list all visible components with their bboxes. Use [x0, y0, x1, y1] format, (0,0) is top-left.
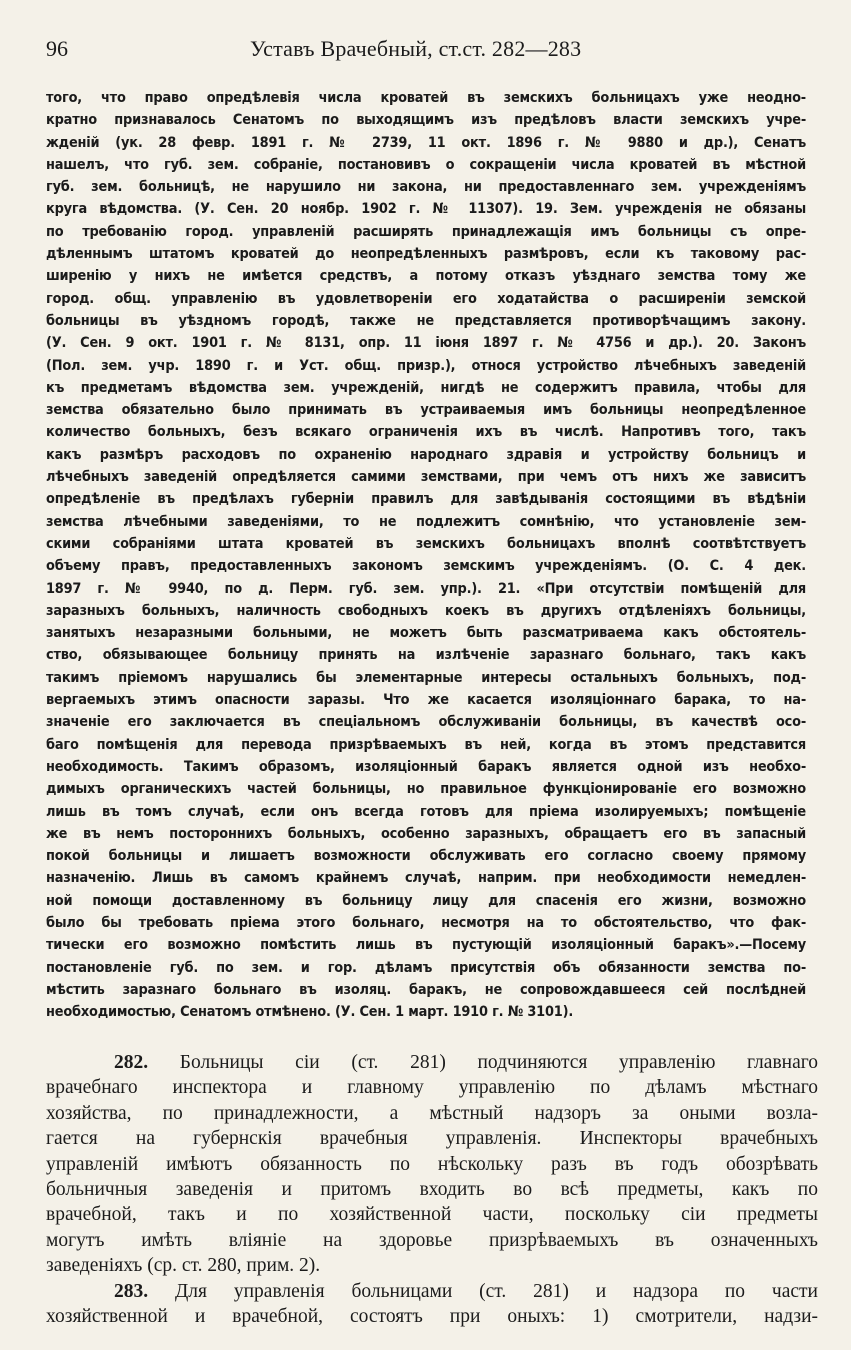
commentary-line: занятыхъ незаразными больными, не можетъ быть разсматриваема какъ обстоятель-	[46, 625, 806, 642]
commentary-line: больницы въ уѣздномъ городѣ, также не представляется противорѣчащимъ закону.	[46, 312, 806, 329]
page-header	[46, 36, 806, 66]
article-283-number: 283.	[114, 1280, 149, 1302]
article-282-line: врачебной, такъ и по хозяйственной части, поскольку сіи предметы	[46, 1204, 818, 1226]
commentary-block	[46, 87, 806, 1023]
commentary-line: земства лѣчебными заведеніями, то не подлежитъ сомнѣнію, что установленіе зем-	[46, 513, 806, 530]
commentary-line: димыхъ органическихъ частей больницы, но правильное функціонированіе его возможно	[46, 781, 806, 798]
article-282-line: хозяйства, по принадлежности, а мѣстный надзоръ за оными возла-	[46, 1102, 818, 1124]
commentary-line: необходимостью, Сенатомъ отмѣнено. (У. Сен. 1 март. 1910 г. № 3101).	[46, 1004, 574, 1021]
commentary-line: вергаемыхъ этимъ опасности заразы. Что же касается изоляціоннаго барака, то на-	[46, 692, 806, 709]
commentary-line: мѣстить заразнаго больнаго въ изоляц. баракъ, не сопровождавшееся сей послѣдней	[46, 981, 806, 998]
commentary-line: покой больницы и лишаетъ возможности обслуживать его согласно своему прямому	[46, 848, 806, 865]
article-283-line: хозяйственной и врачебной, состоятъ при оныхъ: 1) смотрители, надзи-	[46, 1305, 818, 1327]
commentary-line: круга вѣдомства. (У. Сен. 20 ноябр. 1902 г. № 11307). 19. Зем. учрежденія не обязаны	[46, 201, 806, 218]
commentary-line: постановленіе губ. по зем. и гор. дѣламъ присутствія объ обязанности земства по-	[46, 959, 806, 976]
article-282-line: больничныя заведенія и притомъ входить во всѣ предметы, какъ по	[46, 1178, 818, 1200]
commentary-line: же въ немъ постороннихъ больныхъ, особенно заразныхъ, обращаетъ его въ запасный	[46, 825, 806, 842]
article-282-line: врачебнаго инспектора и главному управленію по дѣламъ мѣстнаго	[46, 1077, 818, 1099]
commentary-line: лишь въ томъ случаѣ, если онъ всегда готовъ для пріема изолируемыхъ; помѣщеніе	[46, 803, 806, 820]
commentary-line: город. общ. управленію въ удовлетвореніи его ходатайства о расширеніи земской	[46, 290, 806, 307]
commentary-line: опредѣленіе въ предѣлахъ губерніи правилъ для завѣдыванія состоящими въ вѣдѣніи	[46, 491, 806, 508]
commentary-line: (У. Сен. 9 окт. 1901 г. № 8131, опр. 11 іюня 1897 г. № 4756 и др.). 20. Законъ	[46, 335, 806, 352]
commentary-line: заразныхъ больныхъ, наличность свободныхъ коекъ въ другихъ отдѣленіяхъ больницы,	[46, 602, 806, 619]
commentary-line: какъ размѣръ расходовъ по охраненію народнаго здравія и устройству больницъ и	[46, 446, 806, 463]
article-283-first-line	[46, 1279, 818, 1304]
commentary-line: къ предметамъ вѣдомства зем. учрежденій, нигдѣ не содержитъ правила, чтобы для	[46, 379, 806, 396]
commentary-line: значеніе его заключается въ спеціальномъ обслуживаніи больницы, въ качествѣ осо-	[46, 714, 806, 731]
running-title: Уставъ Врачебный, ст.ст. 282—283	[250, 36, 582, 61]
commentary-line: ширенію у нихъ не имѣется средствъ, а потому отказъ уѣзднаго земства тому же	[46, 268, 806, 285]
article-282-body	[46, 1075, 818, 1278]
commentary-line: нашелъ, что губ. зем. собраніе, постановивъ о сокращеніи числа кроватей въ мѣстной	[46, 156, 806, 173]
commentary-line: необходимость. Такимъ образомъ, изоляціонный баракъ является одной изъ необхо-	[46, 758, 806, 775]
commentary-line: жденій (ук. 28 февр. 1891 г. № 2739, 11 окт. 1896 г. № 9880 и др.), Сенатъ	[46, 134, 806, 151]
article-283-body	[46, 1304, 818, 1329]
commentary-line: того, что право опредѣлевія числа кроватей въ земскихъ больницахъ уже неодно-	[46, 90, 806, 106]
commentary-line: тически его возможно помѣстить лишь въ пустующій изоляціонный баракъ».—Посему	[46, 937, 806, 954]
article-282-first-line	[46, 1050, 818, 1075]
article-282-line: заведеніяхъ (ср. ст. 280, прим. 2).	[46, 1255, 321, 1277]
page-number: 96	[46, 36, 68, 61]
commentary-line: было бы требовать пріема этого больнаго, несмотря на то обстоятельство, что фак-	[46, 914, 806, 931]
commentary-line: ной помощи доставленному въ больницу лицу для спасенія его жизни, возможно	[46, 892, 806, 909]
article-282-line: управленій имѣютъ обязанность по нѣскольку разъ въ годъ обозрѣвать	[46, 1153, 818, 1175]
commentary-line: губ. зем. больницѣ, не нарушило ни закона, ни предоставленнаго зем. учрежденіямъ	[46, 179, 806, 196]
commentary-line: по требованію город. управленій расширять принадлежащія имъ больницы съ опре-	[46, 223, 806, 240]
commentary-line: дѣленнымъ штатомъ кроватей до неопредѣленныхъ размѣровъ, если къ таковому рас-	[46, 246, 806, 263]
commentary-line: земства обязательно было принимать въ устраиваемыя имъ больницы неопредѣленное	[46, 402, 806, 419]
article-282-line: гается на губернскія врачебныя управленія. Инспекторы врачебныхъ	[46, 1128, 818, 1150]
commentary-line: назначенію. Лишь въ самомъ крайнемъ случаѣ, наприм. при необходимости немедлен-	[46, 870, 806, 887]
article-283-text: Для управленія больницами (ст. 281) и надзора по части	[175, 1280, 818, 1302]
commentary-line: (Пол. зем. учр. 1890 г. и Уст. общ. призр.), относя устройство лѣчебныхъ заведеній	[46, 357, 806, 374]
articles-block	[46, 1050, 818, 1329]
commentary-line: объему правъ, предоставленныхъ закономъ земскимъ учрежденіямъ. (О. С. 4 дек.	[46, 558, 806, 575]
commentary-line: количество больныхъ, безъ всякаго ограниченія ихъ въ числѣ. Напротивъ того, такъ	[46, 424, 806, 441]
commentary-line: скими собраніями штата кроватей въ земскихъ больницахъ вполнѣ соотвѣтствуетъ	[46, 535, 806, 552]
commentary-line: кратно признавалось Сенатомъ по выходящимъ изъ предѣловъ власти земскихъ учре-	[46, 112, 806, 129]
commentary-line: лѣчебныхъ заведеній опредѣляется самими земствами, при чемъ отъ нихъ же зависитъ	[46, 469, 806, 486]
article-282-text: Больницы сіи (ст. 281) подчиняются управленію главнаго	[179, 1052, 819, 1073]
commentary-line: такимъ пріемомъ нарушались бы элементарные интересы остальныхъ больныхъ, под-	[46, 669, 806, 686]
commentary-line: ство, обязывающее больницу принять на излѣченіе заразнаго больнаго, такъ какъ	[46, 647, 806, 664]
article-282-line: могутъ имѣть вліяніе на здоровье призрѣваемыхъ въ означенныхъ	[46, 1229, 818, 1251]
commentary-line: 1897 г. № 9940, по д. Перм. губ. зем. упр.). 21. «При отсутствіи помѣщеній для	[46, 580, 806, 597]
commentary-line: баго помѣщенія для перевода призрѣваемыхъ въ ней, когда въ этомъ представится	[46, 736, 806, 753]
article-282-number: 282.	[114, 1052, 149, 1073]
